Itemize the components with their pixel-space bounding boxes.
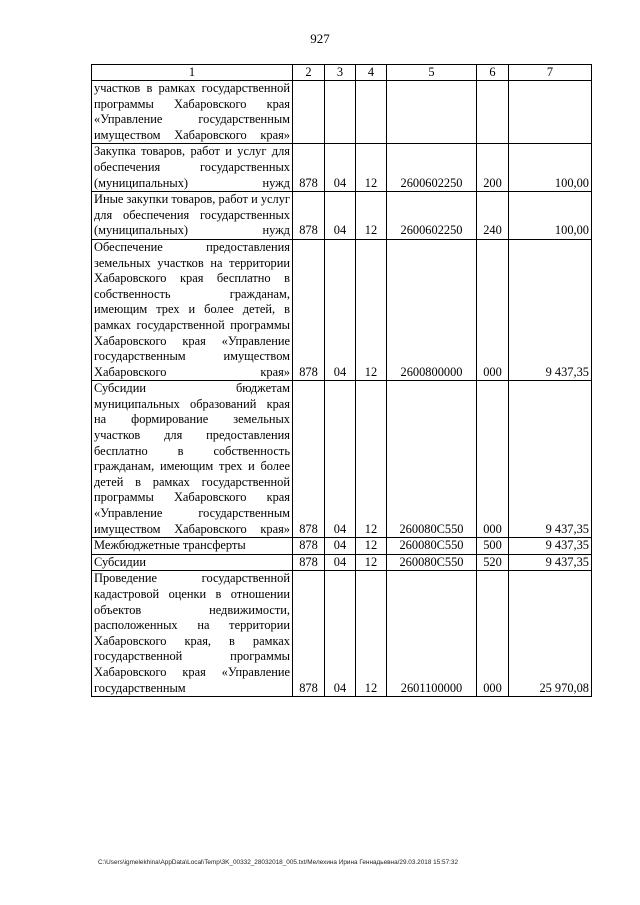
- cell-subsection: [356, 81, 387, 144]
- budget-table: [91, 64, 592, 697]
- cell-target-article: 2600602250: [387, 144, 477, 192]
- cell-admin-code: 878: [293, 144, 325, 192]
- cell-subsection: 12: [356, 144, 387, 192]
- cell-subsection: 12: [356, 239, 387, 380]
- cell-amount: 9 437,35: [509, 554, 592, 571]
- cell-admin-code: [293, 81, 325, 144]
- table-row: [92, 554, 592, 571]
- cell-expense-type: 000: [477, 239, 509, 380]
- page-number: 927: [310, 31, 330, 46]
- cell-expense-type: 240: [477, 192, 509, 240]
- table-row: [92, 381, 592, 538]
- cell-target-article: [387, 81, 477, 144]
- cell-admin-code: 878: [293, 239, 325, 380]
- cell-amount: 100,00: [509, 144, 592, 192]
- header-cell: 5: [387, 65, 477, 81]
- footer-file-path: C:\Users\igmelekhina\AppData\Local\Temp\3K_00332_28032018_005.txt/Мелехина Ирина Геннадьевна/29.03.2018 15:57:32: [98, 859, 459, 866]
- cell-section: 04: [325, 239, 356, 380]
- row-name: Обеспечение предоставления земельных участков на территории Хабаровского края бесплатно в собственность гражданам, имеющим трех и более детей, в рамках государственной программы Хабаровского края «Управление государственным имуществом Хабаровского края»: [92, 239, 293, 380]
- row-name: Закупка товаров, работ и услуг для обеспечения государственных (муниципальных) нужд: [92, 144, 293, 192]
- cell-target-article: 2600800000: [387, 239, 477, 380]
- table-row: [92, 571, 592, 697]
- header-cell: 2: [293, 65, 325, 81]
- cell-admin-code: 878: [293, 571, 325, 697]
- table-header-row: [92, 65, 592, 81]
- header-cell: 3: [325, 65, 356, 81]
- table-row: [92, 239, 592, 380]
- cell-subsection: 12: [356, 538, 387, 555]
- cell-subsection: 12: [356, 381, 387, 538]
- cell-expense-type: 000: [477, 571, 509, 697]
- cell-admin-code: 878: [293, 538, 325, 555]
- cell-amount: 25 970,08: [509, 571, 592, 697]
- table-row: [92, 81, 592, 144]
- cell-amount: [509, 81, 592, 144]
- cell-admin-code: 878: [293, 192, 325, 240]
- cell-admin-code: 878: [293, 554, 325, 571]
- cell-amount: 9 437,35: [509, 239, 592, 380]
- cell-section: [325, 81, 356, 144]
- row-name: Проведение государственной кадастровой оценки в отношении объектов недвижимости, расположенных на территории Хабаровского края, в рамках государственной программы Хабаровского края «Управление государственным: [92, 571, 293, 697]
- cell-section: 04: [325, 554, 356, 571]
- cell-target-article: 2601100000: [387, 571, 477, 697]
- cell-subsection: 12: [356, 192, 387, 240]
- cell-target-article: 2600602250: [387, 192, 477, 240]
- row-name: Межбюджетные трансферты: [92, 538, 293, 555]
- row-name: Субсидии бюджетам муниципальных образований края на формирование земельных участков для предоставления бесплатно в собственность гражданам, имеющим трех и более детей в рамках государственной программы Хабаровского края «Управление государственным имуществом Хабаровского края»: [92, 381, 293, 538]
- cell-expense-type: 520: [477, 554, 509, 571]
- cell-expense-type: [477, 81, 509, 144]
- header-cell: 7: [509, 65, 592, 81]
- row-name: участков в рамках государственной программы Хабаровского края «Управление государственным имуществом Хабаровского края»: [92, 81, 293, 144]
- cell-expense-type: 000: [477, 381, 509, 538]
- row-name: Иные закупки товаров, работ и услуг для обеспечения государственных (муниципальных) нужд: [92, 192, 293, 240]
- cell-target-article: 260080С550: [387, 381, 477, 538]
- table-row: [92, 538, 592, 555]
- cell-admin-code: 878: [293, 381, 325, 538]
- header-cell: 4: [356, 65, 387, 81]
- cell-section: 04: [325, 538, 356, 555]
- cell-amount: 9 437,35: [509, 381, 592, 538]
- cell-target-article: 260080С550: [387, 538, 477, 555]
- cell-section: 04: [325, 192, 356, 240]
- cell-amount: 9 437,35: [509, 538, 592, 555]
- cell-expense-type: 500: [477, 538, 509, 555]
- cell-section: 04: [325, 381, 356, 538]
- row-name: Субсидии: [92, 554, 293, 571]
- table-row: [92, 144, 592, 192]
- cell-subsection: 12: [356, 554, 387, 571]
- cell-amount: 100,00: [509, 192, 592, 240]
- header-cell: 6: [477, 65, 509, 81]
- cell-section: 04: [325, 571, 356, 697]
- cell-expense-type: 200: [477, 144, 509, 192]
- cell-section: 04: [325, 144, 356, 192]
- table-row: [92, 192, 592, 240]
- cell-subsection: 12: [356, 571, 387, 697]
- header-cell: 1: [92, 65, 293, 81]
- cell-target-article: 260080С550: [387, 554, 477, 571]
